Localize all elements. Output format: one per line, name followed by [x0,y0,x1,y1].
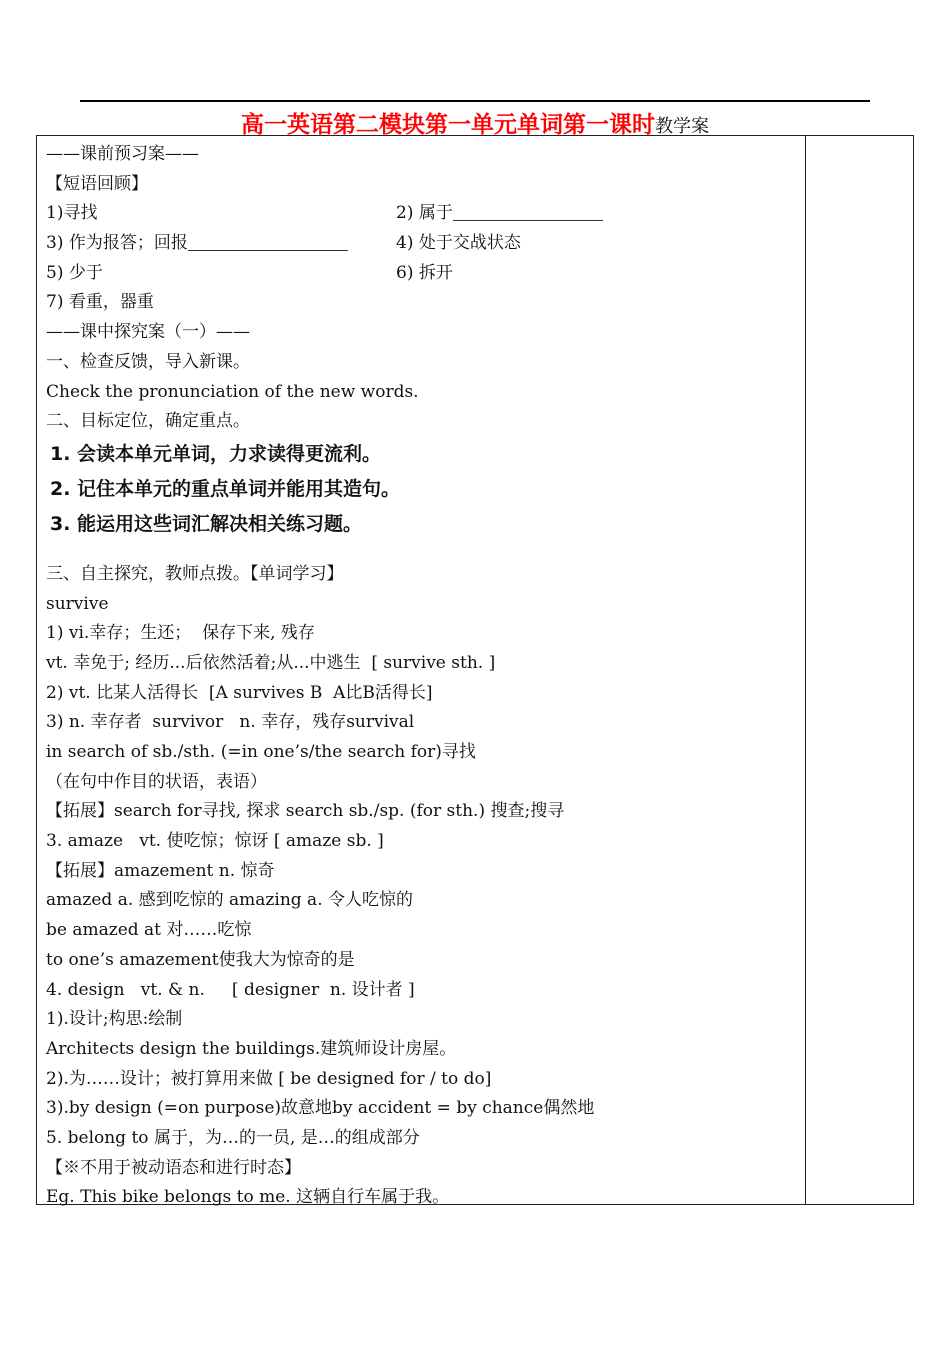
word-line: be amazed at 对……吃惊 [46,920,252,941]
phrase-item-label: 2) 属于 [396,203,453,224]
word-line: 3) n. 幸存者 survivor n. 幸存，残存survival [46,712,415,733]
word-line: 2).为……设计；被打算用来做 [ be designed for / to do] [46,1068,492,1089]
word-line: 【拓展】amazement n. 惊奇 [46,860,275,881]
phrase-row [46,199,801,229]
word-line: vt. 幸免于; 经历...后依然活着;从...中逃生 [ survive sth. ] [46,652,496,673]
word-line: 1).设计;构思:绘制 [46,1009,183,1030]
word-line: amazed a. 感到吃惊的 amazing a. 令人吃惊的 [46,890,414,911]
answer-blank[interactable] [453,200,603,221]
step-three-heading: 三、自主探究，教师点拨。【单词学习】 [46,563,344,584]
phrase-item-label: 3) 作为报答；回报 [46,233,188,254]
learning-goal: 3. 能运用这些词汇解决相关练习题。 [50,512,363,535]
word-line: in search of sb./sth. (=in one’s/the search for)寻找 [46,742,476,762]
phrase-item [46,229,396,259]
step-one-text: Check the pronunciation of the new words. [46,381,419,402]
word-line: to one’s amazement使我大为惊奇的是 [46,949,355,970]
preview-header: ——课前预习案—— [46,144,199,164]
explore-header: ——课中探究案（一）—— [46,322,250,343]
phrase-item: 4) 处于交战状态 [396,233,521,254]
header-rule [80,100,870,102]
phrase-row [46,259,801,289]
word-line: 【拓展】search for寻找, 探求 search sb./sp. (for sth.) 搜查;搜寻 [46,801,565,822]
word-line: 4. design vt. & n. [ designer n. 设计者 ] [46,979,415,1000]
word-line: Eg. This bike belongs to me. 这辆自行车属于我。 [46,1187,450,1208]
learning-goal: 2. 记住本单元的重点单词并能用其造句。 [50,477,401,500]
word-line: Architects design the buildings.建筑师设计房屋。 [46,1038,457,1059]
lesson-content [46,140,801,1213]
phrase-review-heading: 【短语回顾】 [46,173,148,194]
word-line: 5. belong to 属于，为…的一员, 是…的组成部分 [46,1127,420,1148]
word-line: survive [46,593,109,614]
notes-column-divider [805,135,806,1205]
word-line: 【※不用于被动语态和进行时态】 [46,1157,301,1178]
title-sub: 教学案 [655,116,709,137]
phrase-item: 1)寻找 [46,203,98,224]
word-line: 3).by design (=on purpose)故意地by accident = by chance偶然地 [46,1098,595,1119]
phrase-item [396,199,603,229]
word-line: 3. amaze vt. 使吃惊；惊讶 [ amaze sb. ] [46,831,384,852]
answer-blank[interactable] [188,230,348,251]
word-line: 2) vt. 比某人活得长 [A survives B A比B活得长] [46,682,433,703]
learning-goal: 1. 会读本单元单词，力求读得更流利。 [50,442,382,465]
word-line: （在句中作目的状语，表语） [46,771,267,792]
phrase-item: 6) 拆开 [396,262,453,283]
phrase-row [46,229,801,259]
phrase-item: 5) 少于 [46,262,103,283]
phrase-item: 7) 看重，器重 [46,292,154,313]
title-main: 高一英语第二模块第一单元单词第一课时 [241,112,655,138]
step-one-heading: 一、检查反馈，导入新课。 [46,351,250,372]
spacer [46,542,801,560]
word-line: 1) vi.幸存；生还； 保存下来, 残存 [46,623,315,644]
step-two-heading: 二、目标定位，确定重点。 [46,411,250,432]
